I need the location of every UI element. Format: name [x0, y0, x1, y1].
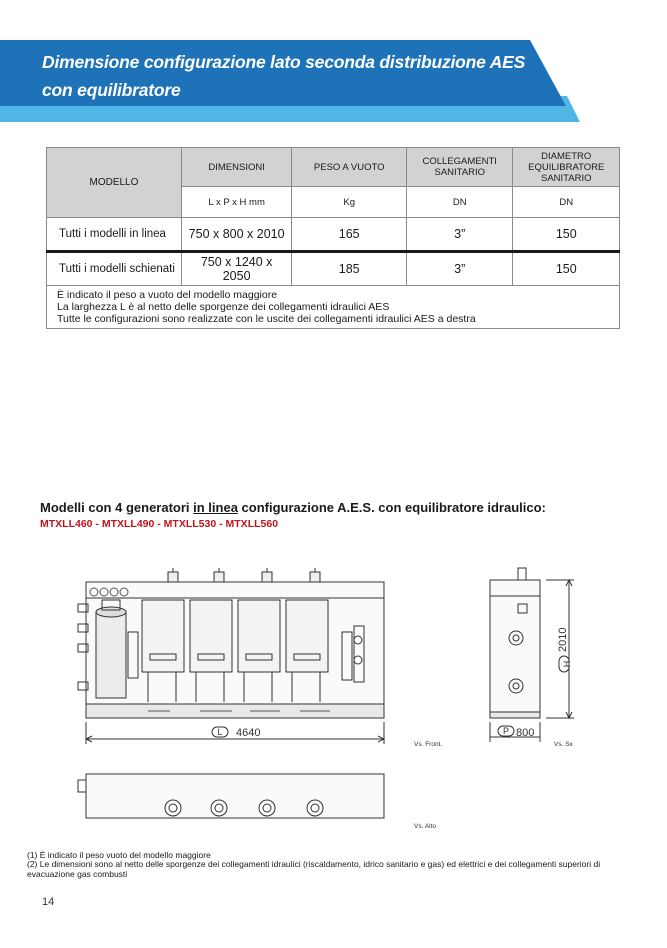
dim-H-letter: H: [562, 660, 572, 668]
row-dimensions: 750 x 800 x 2010: [181, 218, 292, 252]
section-title: Modelli con 4 generatori in linea configurazione A.E.S. con equilibratore idraulico:: [40, 500, 546, 515]
unit-connections: DN: [407, 187, 513, 218]
unit-weight: Kg: [292, 187, 407, 218]
row-connections: 3”: [407, 218, 513, 252]
row-connections: 3”: [407, 252, 513, 286]
row-model: Tutti i modelli in linea: [47, 218, 182, 252]
side-view-frame: [490, 580, 540, 712]
header-weight: PESO A VUOTO: [292, 148, 407, 187]
view-top-label: Vs. Alto: [414, 823, 437, 830]
header-dimensions: DIMENSIONI: [181, 148, 292, 187]
dim-L-value: 4640: [236, 727, 261, 739]
front-view-frame: [86, 582, 384, 704]
dim-L-letter: L: [217, 727, 223, 737]
row-diameter: 150: [513, 252, 620, 286]
section-title-underlined: in linea: [193, 500, 238, 515]
footnote-1: (1) È indicato il peso vuoto del modello maggiore: [27, 850, 211, 860]
row-diameter: 150: [513, 218, 620, 252]
page-title: Dimensione configurazione lato seconda distribuzione AES con equilibratore: [42, 52, 526, 100]
unit-dimensions: L x P x H mm: [181, 187, 292, 218]
view-front-label: Vs. Front.: [414, 741, 443, 748]
row-weight: 185: [292, 252, 407, 286]
header-connections: COLLEGAMENTI SANITARIO: [407, 148, 513, 187]
header-model: MODELLO: [47, 148, 182, 218]
footnote-2: (2) Le dimensioni sono al netto delle sporgenze dei collegamenti idraulici (riscaldamento, idrico sanitario e gas) ed elettrici e dei collegamenti superiori di evacuazione gas combusti: [27, 859, 601, 879]
unit-diameter: DN: [513, 187, 620, 218]
dim-P-letter: P: [502, 726, 510, 736]
table-notes: È indicato il peso a vuoto del modello maggiore La larghezza L è al netto delle sporgenze dei collegamenti idraulici AES Tutte le configurazioni sono realizzate con le uscite dei collegamenti idraulici AES a destra: [47, 286, 620, 329]
row-dimensions: 750 x 1240 x 2050: [181, 252, 292, 286]
page-number: 14: [42, 896, 55, 908]
view-side-label: Vs. Sx: [554, 741, 573, 748]
section-models: MTXLL460 - MTXLL490 - MTXLL530 - MTXLL560: [40, 518, 279, 530]
row-weight: 165: [292, 218, 407, 252]
dim-H-value: 2010: [557, 627, 569, 652]
header-diameter: DIAMETRO EQUILIBRATORE SANITARIO: [513, 148, 620, 187]
dim-P-value: 800: [516, 727, 535, 739]
top-view-frame: [86, 774, 384, 818]
row-model: Tutti i modelli schienati: [47, 252, 182, 286]
dimension-line-length: [86, 722, 384, 744]
